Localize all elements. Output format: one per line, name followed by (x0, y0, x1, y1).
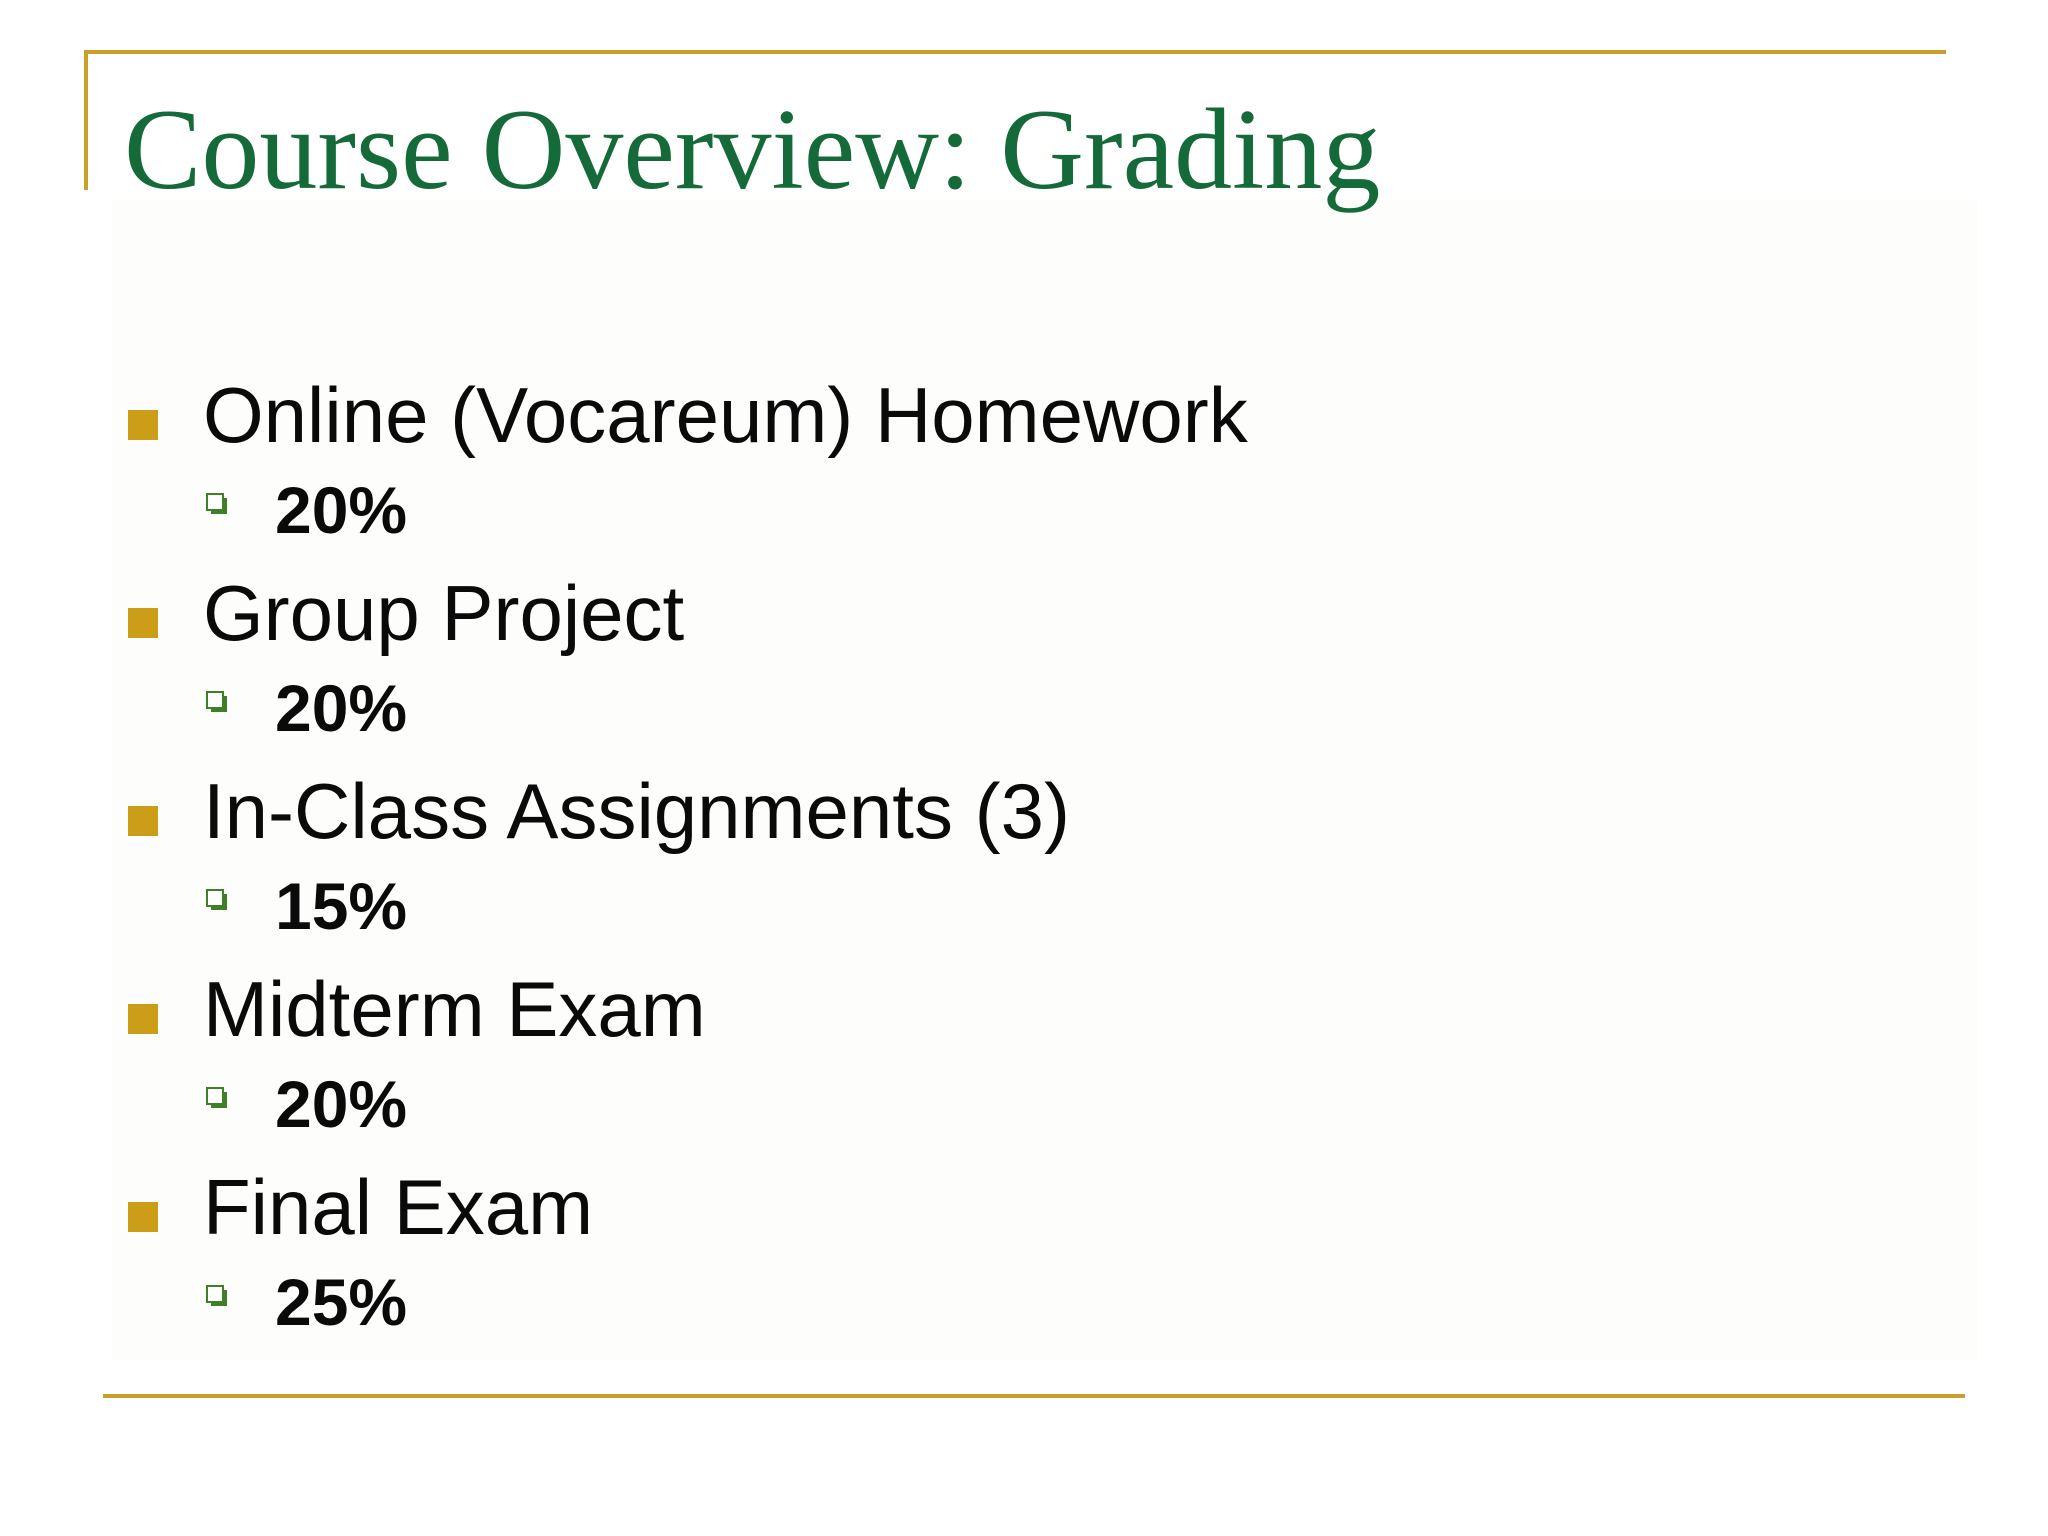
grading-component-label: In-Class Assignments (3) (203, 767, 1070, 855)
list-item (0, 558, 2048, 668)
grading-weight: 20% (275, 473, 408, 547)
list-subitem (0, 1064, 2048, 1152)
checkbox-bullet-icon (205, 690, 229, 714)
checkbox-bullet-icon (205, 888, 229, 912)
list-subitem (0, 866, 2048, 954)
list-item (0, 1152, 2048, 1262)
top-rule (84, 50, 1946, 54)
square-bullet-icon (128, 1202, 158, 1232)
grading-weight: 25% (275, 1265, 408, 1339)
list-item (0, 756, 2048, 866)
square-bullet-icon (128, 410, 158, 440)
square-bullet-icon (128, 806, 158, 836)
grading-weight: 20% (275, 1067, 408, 1141)
list-item (0, 360, 2048, 470)
slide-title: Course Overview: Grading (124, 86, 1381, 214)
grading-component-label: Midterm Exam (203, 965, 706, 1053)
square-bullet-icon (128, 1004, 158, 1034)
grading-component-label: Online (Vocareum) Homework (203, 371, 1248, 459)
list-subitem (0, 1262, 2048, 1350)
checkbox-bullet-icon (205, 492, 229, 516)
list-subitem (0, 470, 2048, 558)
list-item (0, 954, 2048, 1064)
checkbox-bullet-icon (205, 1086, 229, 1110)
left-rule (84, 50, 88, 190)
square-bullet-icon (128, 608, 158, 638)
grading-list (0, 360, 2048, 1350)
checkbox-bullet-icon (205, 1284, 229, 1308)
grading-weight: 15% (275, 869, 408, 943)
grading-component-label: Final Exam (203, 1163, 594, 1251)
bottom-rule (103, 1394, 1965, 1398)
grading-component-label: Group Project (203, 569, 685, 657)
list-subitem (0, 668, 2048, 756)
grading-weight: 20% (275, 671, 408, 745)
